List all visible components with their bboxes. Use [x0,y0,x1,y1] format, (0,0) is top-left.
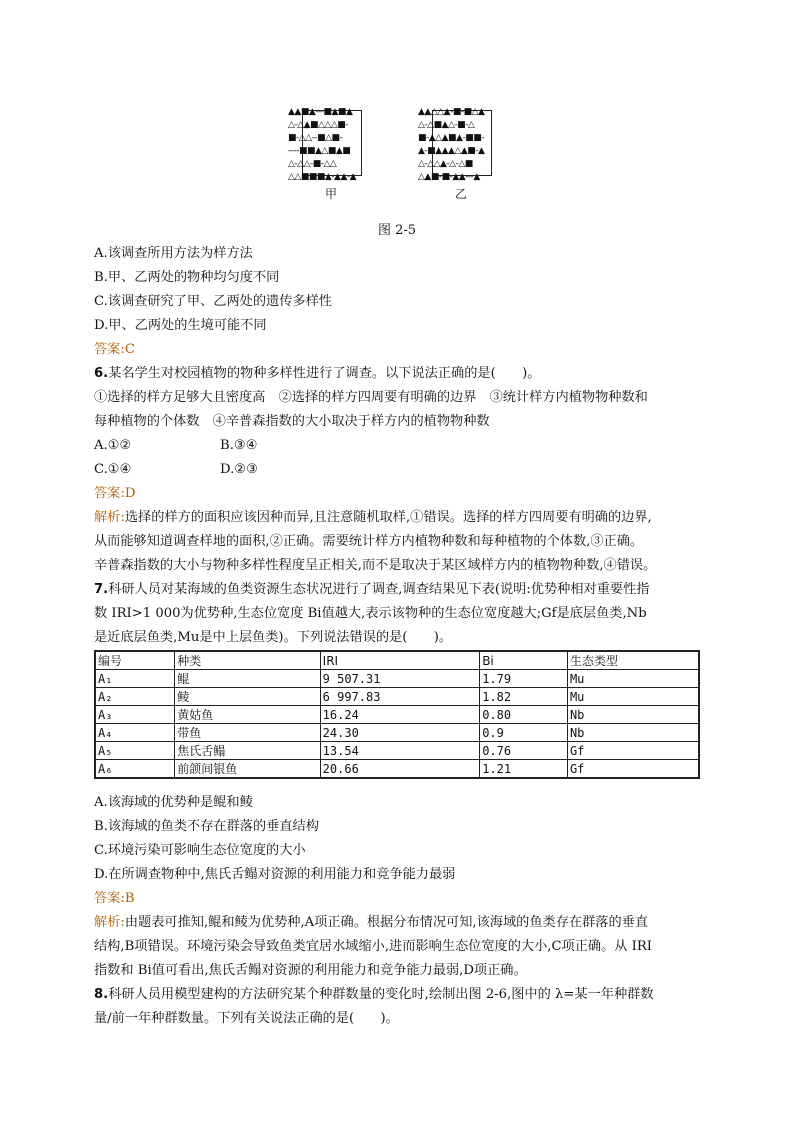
question-number: 6. [94,366,109,381]
panel-label: 乙 [454,187,467,201]
table-cell: Nb [567,724,699,742]
table-cell: 0.80 [480,706,568,724]
table-cell: A₆ [95,760,175,779]
question-stem: 某名学生对校园植物的物种多样性进行了调查。以下说法正确的是( )。 [108,366,541,381]
table-cell: 13.54 [320,742,480,760]
question-stem: 科研人员用模型建构的方法研究某个种群数量的变化时,绘制出图 2-6,图中的 λ=某一年种群数 [108,987,654,1002]
analysis-line: 从而能够知道调查样地的面积,②正确。需要统计样方内植物种数和每种植物的个体数,③正确。 [94,534,644,549]
quadrat-row: ▲-■▲▲▲△▲■-▲ [418,146,485,156]
analysis-text: 由题表可推知,鲲和鲮为优势种,A项正确。根据分布情况可知,该海域的鱼类存在群落的垂直 [124,915,649,930]
table-cell: 9 507.31 [320,670,480,688]
analysis-text: 选择的样方的面积应该因种而异,且注意随机取样,①错误。选择的样方四周要有明确的边界, [124,510,652,525]
table-cell: 24.30 [320,724,480,742]
table-cell: 焦氏舌鳎 [175,742,320,760]
table-cell: 1.82 [480,688,568,706]
table-cell: A₃ [95,706,175,724]
quadrat-row: ▲▲■▲---■▲■▲ [288,107,353,117]
table-cell: 鲮 [175,688,320,706]
analysis-tag: 解析: [94,510,125,525]
question-stem: 数 IRI>1 000为优势种,生态位宽度 Bi值越大,表示该物种的生态位宽度越大;Gf是底层鱼类,Nb [94,606,647,621]
option-c: C.环境污染可影响生态位宽度的大小 [94,843,306,858]
table-cell: 16.24 [320,706,480,724]
question-number: 7. [94,582,109,597]
question-7 [94,581,649,599]
analysis-line: 辛普森指数的大小与物种多样性程度呈正相关,而不是取决于某区域样方内的植物物种数,④错误。 [94,558,657,573]
table-cell: A₅ [95,742,175,760]
quadrat-figure [280,104,520,208]
option-row [94,461,258,479]
quadrat-row: △-△▲■△△△■- [288,120,349,130]
question-stem: 科研人员对某海域的鱼类资源生态状况进行了调查,调查结果见下表(说明:优势种相对重要性指 [108,582,650,597]
table-cell: Nb [567,706,699,724]
table-row [95,706,699,724]
table-row [95,724,699,742]
analysis-tag: 解析: [94,915,125,930]
table-cell: 鲲 [175,670,320,688]
answer: 答案:B [94,891,135,906]
option-c: C.①④ [94,462,132,477]
table-header-row [95,651,699,670]
question-8 [94,986,654,1004]
option-d: D.②③ [220,462,258,477]
table-cell: 前颌间银鱼 [175,760,320,779]
answer: 答案:C [94,342,135,357]
table-cell: A₂ [95,688,175,706]
quadrat-panel-jia [288,104,374,208]
table-cell: Gf [567,742,699,760]
column-header: 种类 [175,651,320,670]
statement-line: 每种植物的个体数 ④辛普森指数的大小取决于样方内的植物物种数 [94,414,490,429]
table-row [95,760,699,779]
column-header: 生态类型 [567,651,699,670]
quadrat-panel-yi [418,104,504,208]
quadrat-row: ----■■▲△■▲■ [288,146,351,156]
quadrat-row: △▲■-■-▲▲---▲ [418,172,480,182]
option-d: D.在所调查物种中,焦氏舌鳎对资源的利用能力和竞争能力最弱 [94,867,456,882]
table-cell: Mu [567,670,699,688]
quadrat-row: △△■■■▲-▲▲-▲ [288,172,357,182]
table-cell: 黄姑鱼 [175,706,320,724]
option-a: A.①② [94,438,132,453]
option-a: A.该海域的优势种是鲲和鲮 [94,795,253,810]
question-stem: 量/前一年种群数量。下列有关说法正确的是( )。 [94,1011,399,1026]
answer: 答案:D [94,486,136,501]
table-cell: 1.79 [480,670,568,688]
analysis-line: 结构,B项错误。环境污染会导致鱼类宜居水域缩小,进而影响生态位宽度的大小,C项正确。从 IRI [94,939,653,954]
quadrat-row: ■-△△--■△■- [288,133,343,143]
fish-data-table [94,650,700,779]
table-cell: A₄ [95,724,175,742]
option-b: B.甲、乙两处的物种均匀度不同 [94,270,280,285]
question-6 [94,365,540,383]
quadrat-row: △-△△▲-△-△■ [418,159,473,169]
table-cell: 0.76 [480,742,568,760]
option-b: B.该海域的鱼类不存在群落的垂直结构 [94,819,319,834]
quadrat-row: ■-▲△▲■▲-■■- [418,133,484,143]
column-header: IRI [320,651,480,670]
option-row [94,437,258,455]
analysis-line [94,914,648,932]
option-b: B.③④ [220,438,258,453]
panel-label: 甲 [324,187,337,201]
option-c: C.该调查研究了甲、乙两处的遗传多样性 [94,294,332,309]
table-row [95,670,699,688]
quadrat-row: ▲▲△△▲-■-■△▲ [418,107,485,117]
column-header: Bi [480,651,568,670]
table-cell: Gf [567,760,699,779]
table-cell: 0.9 [480,724,568,742]
table-cell: A₁ [95,670,175,688]
table-cell: Mu [567,688,699,706]
table-cell: 6 997.83 [320,688,480,706]
figure-caption: 图 2-5 [377,223,417,238]
question-stem: 是近底层鱼类,Mu是中上层鱼类)。下列说法错误的是( )。 [94,630,453,645]
analysis-line [94,509,652,527]
column-header: 编号 [95,651,175,670]
table-row [95,688,699,706]
question-number: 8. [94,987,109,1002]
option-a: A.该调查所用方法为样方法 [94,246,253,261]
table-cell: 带鱼 [175,724,320,742]
table-row [95,742,699,760]
analysis-line: 指数和 Bi值可看出,焦氏舌鳎对资源的利用能力和竞争能力最弱,D项正确。 [94,963,527,978]
quadrat-row: △-△△-■-△△ [288,159,337,169]
table-cell: 20.66 [320,760,480,779]
option-d: D.甲、乙两处的生境可能不同 [94,318,267,333]
quadrat-row: △-△■▲△-■-△ [418,120,475,130]
table-cell: 1.21 [480,760,568,779]
statement-line: ①选择的样方足够大且密度高 ②选择的样方四周要有明确的边界 ③统计样方内植物物种数和 [94,390,648,405]
